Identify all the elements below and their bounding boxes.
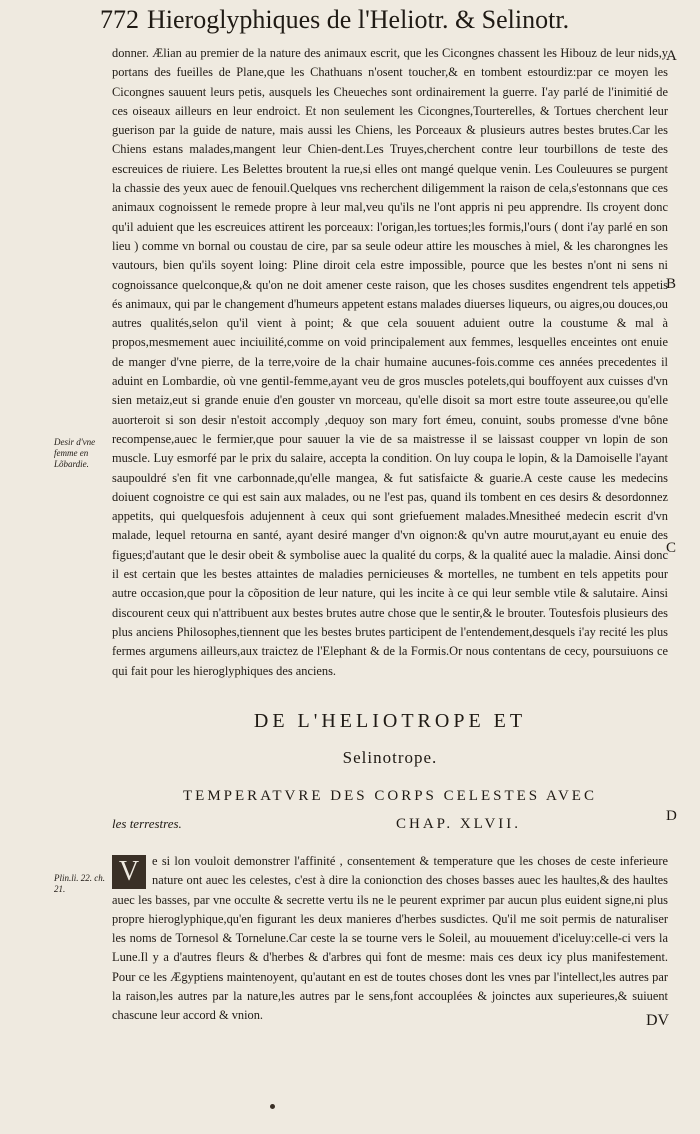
section-subtitle: Selinotrope. — [342, 748, 438, 767]
page-number: 772 — [100, 5, 139, 34]
side-letter-a: A — [666, 48, 677, 64]
chapter-number: CHAP. XLVII. — [396, 816, 522, 832]
margin-note-lombardie: Desir d'vne femme en Lõbardie. — [54, 437, 96, 469]
paragraph-heliotrope — [112, 852, 668, 1026]
chapter-line — [112, 816, 668, 838]
paragraph-animals-remedies: donner. Ælian au premier de la nature des animaux escrit, que les Cicongnes chassent les Hibouz de leur nids,y portans des fueilles de Plane,que les Chathuans n'osent toucher,& en tombent estourdiz:par ce moyen les Cicongnes sauuent leurs petis, ausquels les Cheueches sont ordinairement la guerre. I'ay parlé de l'inimitié de ces oiseaux ailleurs en leur endroict. Et non seulement les Cicongnes,Tourterelles, & Tortues cherchent leur guerison par la guide de nature, mais aussi les Chiens, les Porceaux & plusieurs autres bestes brutes.Car les Chiens estans malades,mangent leur Chien-dent.Les Truyes,cherchent contre leur tourbillons de teste des escreuices de riuiere. Les Belettes broutent la rue,si elles ont mangé quelque venin. Les Couleuures se purgent la chassie des yeux auec de fenouil.Quelques vns recherchent diligemment la raison de cela,s'estonnans que ces animaux cognoissent le remede propre à leur mal,veu qu'ils ne l'ont appris ni peu apprendre. Ils croyent donc qu'il aduient que les escreuices attirent les porceaux: l'origan,les tortues;les formis,l'ours ( dont i'ay parlé en son lieu ) comme vn bornal ou coustau de cire, par sa seule odeur attire les mousches à miel, & les charongnes les vautours, bien qu'ils soyent loing: Pline diroit cela estre impossible, pource que les bestes n'ont ni sens ni cognoissance quelconque,& qu'on ne doit amener ceste raison, que les choses susdites engendrent tels appetis és animaux, qui par le changement d'humeurs appetent estans malades diuerses liqueurs, ou aigres,ou douces,ou autres qualités,selon qu'il vient à point; & que cela souuent aduient outre la coustume & mal à propos,mesmement auec inciuilité,comme on void principalement aux femmes, lesquelles enceintes ont enuie de manger d'vne pierre, de la terre,voire de la chair humaine aucunes-fois.comme ces années precedentes il aduint en Lombardie, où vne gentil-femme,ayant veu de gros muscles potelets,qui bouffoyent aux cuisses d'vn sien metaiz,eut si grande enuie d'en gouster vn morceau, qu'elle disoit sa mort estre toute asseuree,ou qu'elle auorteroit si son desir n'estoit accomply ,dequoy son mary fort émeu, conuint, soubs promesse d'vne bône recompense,auec le fermier,que pour sauuer la vie de sa maistresse il se laissast coupper vn lopin de son muscle. Luy esmorfé par le prix du salaire, accepta la condition. On luy coupa le lopin, & la Damoiselle l'ayant saupouldré s'en fit vne carbonnade,qu'elle mangea, & fut satisfaicte & guarie.A ceste cause les medecins doiuent cognoistre ce qui est sain aux malades, ou ne l'est pas, quand ils tombent en ces desirs & desordonnez appetits, qui quelquesfois adujennent à ceux qui sont griefuement malades.Mnesitheé medecin escrit d'vn malade, lequel retourna en santé, ayant desiré manger d'vn oignon:& qu'vn autre mourut,ayant eu enuie des figues;d'autant que le desir obeit & symbolise auec la qualité du corps, & la qualité auec la maladie. Ainsi donc il est certain que les bestes attaintes de maladies pernicieuses & mortelles, ne tumbent en tels appetits pour autre occasion,que pour la cõposition de leur nature, qui les incite à ce qui leur semble vtile & salutaire. Ainsi discourent ceux qui n'attribuent aux bestes brutes autre chose que le sentir,& le brouter. Toutesfois plusieurs des plus anciens Philosophes,tiennent que les bestes brutes participent de l'entendement,desquels i'ay recité les plus fermes argumens ailleurs,aux traictez de l'Elephant & de la Formis.Or nous contentans de cecy, poursuiuons ce qui fait pour les hieroglyphiques des anciens. — [112, 46, 668, 678]
chapter-heading-tail: les terrestres. — [112, 816, 182, 831]
running-title: Hieroglyphiques de l'Heliotr. & Selinotr. — [147, 5, 570, 34]
side-letter-c: C — [666, 540, 677, 556]
signature-dot — [270, 1104, 275, 1109]
running-header — [100, 0, 680, 42]
side-letter-b: B — [666, 276, 677, 292]
drop-cap: V — [112, 855, 146, 889]
paragraph-heliotrope-text: e si lon vouloit demonstrer l'affinité , consentement & temperature que les choses de ceste inferieure nature ont auec les celestes, c'est à dire la conionction des choses basses auec les haultes,& des haultes auec les basses, par vne occulte & secrette vertu ils ne le peurent exprimer par aucun plus euident signe,ni plus propre hieroglyphique,qu'en figurant les deux manieres d'herbes susdictes. Qu'il me soit permis de naturaliser les noms de Tornesol & Tornelune.Car ceste la se tourne vers le Soleil, au mouuement d'iceluy:celle-ci vers la Lune.Il y a d'autres fleurs & d'herbes & d'arbres qui font de mesme: mais ces deux icy plus manifestement. Pour ce les Ægyptiens maintenoyent, qu'autant en est de toutes choses dont les vnes par l'intellect,les autres par la raison,les autres par la nature,les autres par le sens,font accouplées & joinctes aux superieures,& suiuent chascune leur accord & vnion. — [112, 854, 668, 1023]
section-title: DE L'HELIOTROPE ET — [253, 710, 527, 732]
catchword: DV — [646, 1012, 670, 1029]
side-letter-d: D — [666, 808, 677, 824]
margin-note-pline: Plin.li. 22. ch. 21. — [54, 873, 105, 894]
chapter-heading: TEMPERATVRE DES CORPS CELESTES AVEC — [183, 788, 597, 804]
